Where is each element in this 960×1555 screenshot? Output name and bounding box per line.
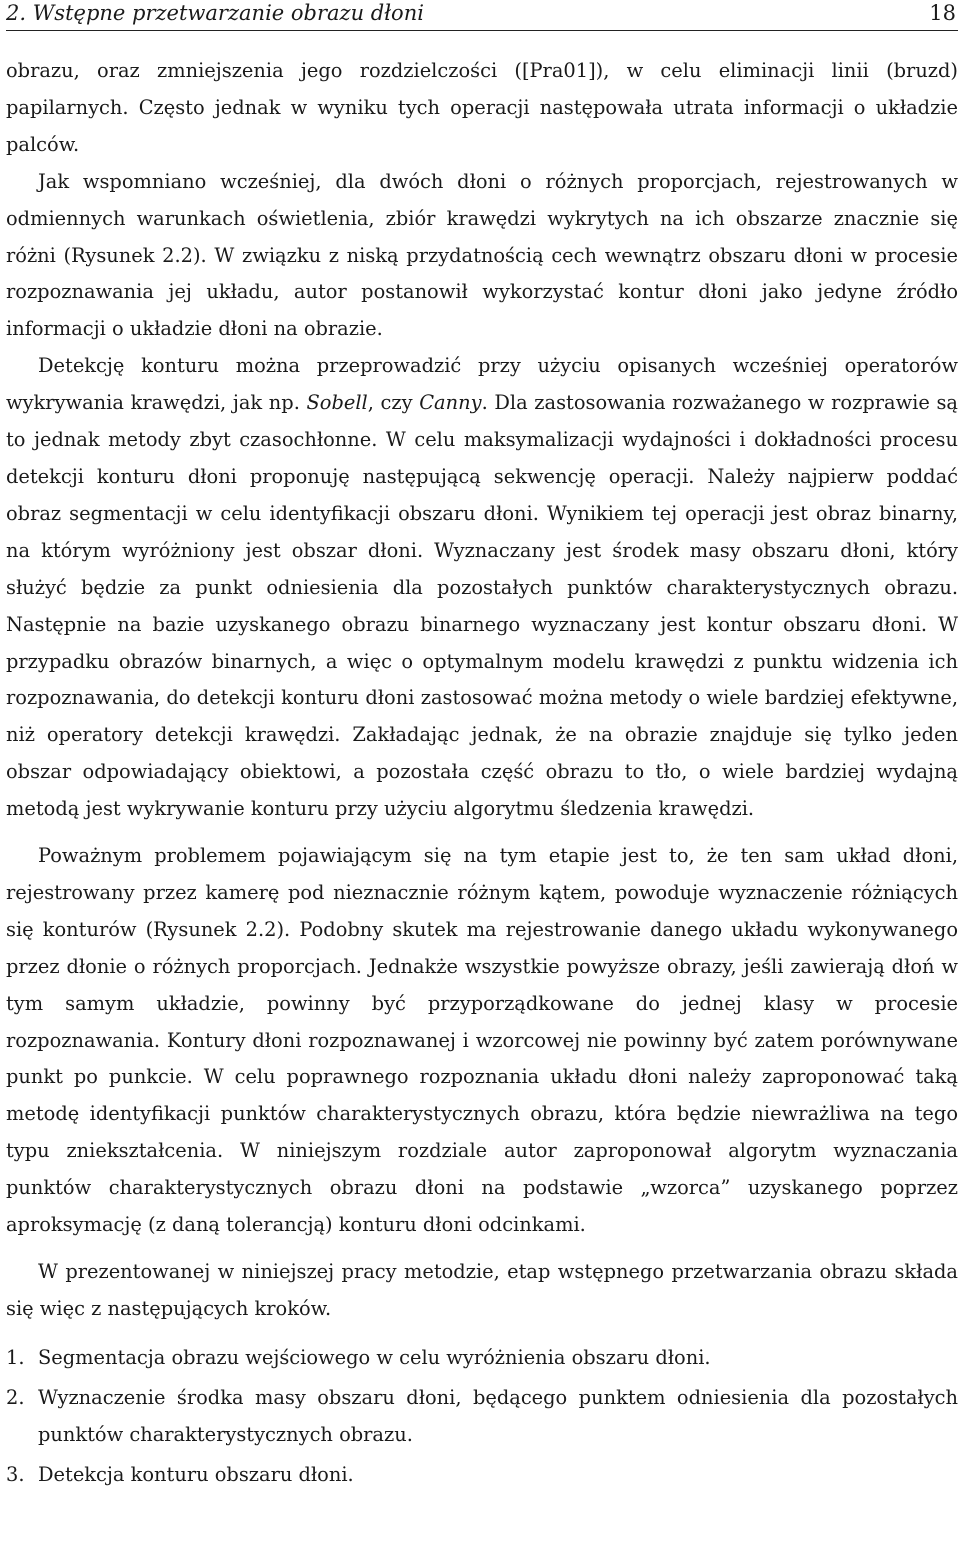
steps-list <box>6 1340 958 1494</box>
paragraph-text-segment: Detekcję konturu można przeprowadzić przy użyciu opisanych wcześniej operatorów wykrywania krawędzi, jak np. <box>6 354 958 415</box>
list-item-number: 3. <box>6 1462 25 1486</box>
paragraph-steps-intro: W prezentowanej w niniejszej pracy metodzie, etap wstępnego przetwarzania obrazu składa się więc z następujących kroków. <box>6 1260 958 1320</box>
list-item-text: Segmentacja obrazu wejściowego w celu wyróżnienia obszaru dłoni. <box>38 1345 711 1369</box>
paragraph-contour-detection <box>6 348 958 828</box>
paragraph-text-segment: , czy <box>367 391 420 415</box>
sobell-term: Sobell <box>306 391 368 415</box>
paragraph-text-segment: . Dla zastosowania rozważanego w rozprawie są to jednak metody zbyt czasochłonne. W celu maksymalizacji wydajności i dokładności procesu detekcji konturu dłoni proponuję następującą sekwencję operacji. Należy najpierw poddać obraz segmentacji w celu identyfikacji obszaru dłoni. Wynikiem tej operacji jest obraz binarny, na którym wyróżniony jest obszar dłoni. Wyznaczany jest środek masy obszaru dłoni, który służyć będzie za punkt odniesienia dla pozostałych punktów charakterystycznych obrazu. Następnie na bazie uzyskanego obrazu binarnego wyznaczany jest kontur obszaru dłoni. W przypadku obrazów binarnych, a więc o optymalnym modelu krawędzi z punktu widzenia ich rozpoznawania, do detekcji konturu dłoni zastosować można metody o wiele bardziej efektywne, niż operatory detekcji krawędzi. Zakładając jednak, że na obrazie znajduje się tylko jeden obszar odpowiadający obiektowi, a pozostała część obrazu to tło, o wiele bardziej wydajną metodą jest wykrywanie konturu przy użyciu algorytmu śledzenia krawędzi. <box>6 391 958 821</box>
list-item <box>6 1340 958 1377</box>
chapter-title: 2. Wstępne przetwarzanie obrazu dłoni <box>6 1 424 25</box>
list-item <box>6 1457 958 1494</box>
list-item-number: 2. <box>6 1385 25 1409</box>
list-item-text: Detekcja konturu obszaru dłoni. <box>38 1462 354 1486</box>
canny-term: Canny <box>419 391 482 415</box>
list-item-text: Wyznaczenie środka masy obszaru dłoni, będącego punktem odniesienia dla pozostałych punktów charakterystycznych obrazu. <box>38 1385 958 1446</box>
document-page <box>6 0 958 1496</box>
page-number: 18 <box>929 1 956 25</box>
paragraph-continuation: obrazu, oraz zmniejszenia jego rozdzielczości ([Pra01]), w celu eliminacji linii (bruzd) papilarnych. Często jednak w wyniku tych operacji następowała utrata informacji o układzie palców. <box>6 59 958 156</box>
list-item <box>6 1380 958 1454</box>
body-text <box>6 53 958 1493</box>
list-item-number: 1. <box>6 1345 25 1369</box>
paragraph-contour-problem: Poważnym problemem pojawiającym się na tym etapie jest to, że ten sam układ dłoni, rejestrowany przez kamerę pod nieznacznie różnym kątem, powoduje wyznaczenie różniących się konturów (Rysunek 2.2). Podobny skutek ma rejestrowanie danego układu wykonywanego przez dłonie o różnych proporcjach. Jednakże wszystkie powyższe obrazy, jeśli zawierają dłoń w tym samym układzie, powinny być przyporządkowane do jednej klasy w procesie rozpoznawania. Kontury dłoni rozpoznawanej i wzorcowej nie powinny być zatem porównywane punkt po punkcie. W celu poprawnego rozpoznania układu dłoni należy zaproponować taką metodę identyfikacji punktów charakterystycznych obrazu, która będzie niewrażliwa na tego typu zniekształcenia. W niniejszym rozdziale autor zaproponował algorytm wyznaczania punktów charakterystycznych obrazu dłoni na podstawie „wzorca” uzyskanego poprzez aproksymację (z daną tolerancją) konturu dłoni odcinkami. <box>6 844 958 1237</box>
paragraph-contour-motivation: Jak wspomniano wcześniej, dla dwóch dłoni o różnych proporcjach, rejestrowanych w odmiennych warunkach oświetlenia, zbiór krawędzi wykrytych na ich obszarze znacznie się różni (Rysunek 2.2). W związku z niską przydatnością cech wewnątrz obszaru dłoni w procesie rozpoznawania jej układu, autor postanowił wykorzystać kontur dłoni jako jedyne źródło informacji o układzie dłoni na obrazie. <box>6 169 958 341</box>
running-header <box>6 0 958 31</box>
